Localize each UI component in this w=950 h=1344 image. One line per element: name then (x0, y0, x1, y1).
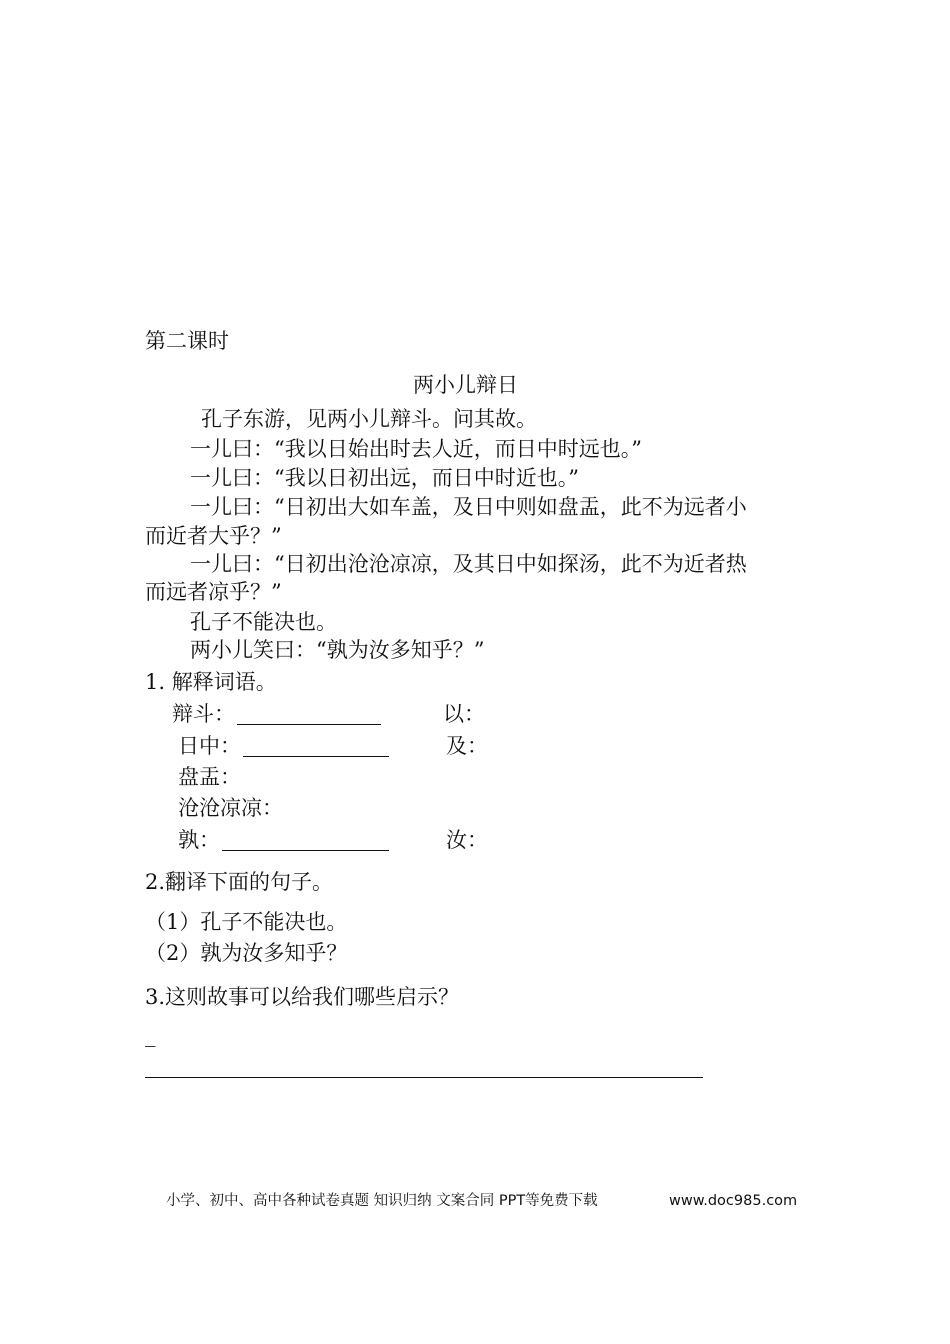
passage-line: 一儿曰：“我以日始出时去人近，而日中时远也。” (190, 437, 642, 461)
footer-url[interactable]: www.doc985.com (669, 1193, 798, 1209)
question-2-item: （2）孰为汝多知乎？ (145, 941, 348, 965)
term-biandou (172, 704, 381, 725)
answer-blank[interactable] (222, 830, 389, 851)
answer-line[interactable] (145, 1077, 703, 1078)
passage-line: 而近者大乎？” (145, 524, 282, 548)
term-rizhong (178, 736, 389, 757)
question-1-title: 1. 解释词语。 (145, 670, 277, 694)
footer-text: 小学、初中、高中各种试卷真题 知识归纳 文案合同 PPT等免费下载 (166, 1193, 598, 1209)
passage-line: 孔子东游，见两小儿辩斗。问其故。 (201, 407, 537, 431)
lesson-label: 第二课时 (145, 329, 229, 353)
term-ru: 汝： (446, 828, 488, 852)
answer-blank[interactable] (237, 704, 381, 725)
term-label: 辩斗： (172, 702, 235, 726)
term-label: 日中： (178, 734, 241, 758)
passage-line: 一儿曰：“我以日初出远，而日中时近也。” (190, 466, 579, 490)
term-shu (178, 830, 389, 851)
passage-title: 两小儿辩日 (413, 373, 518, 397)
passage-line: 一儿曰：“日初出大如车盖，及日中则如盘盂，此不为远者小 (190, 495, 747, 519)
question-3-title: 3.这则故事可以给我们哪些启示？ (145, 985, 460, 1009)
passage-line: 孔子不能决也。 (190, 610, 337, 634)
passage-line: 一儿曰：“日初出沧沧凉凉，及其日中如探汤，此不为近者热 (190, 552, 747, 576)
passage-line: 而远者凉乎？” (145, 580, 282, 604)
term-panyu: 盘盂： (178, 765, 241, 789)
answer-blank[interactable] (243, 736, 389, 757)
term-label: 孰： (178, 828, 220, 852)
passage-line: 两小儿笑曰：“孰为汝多知乎？” (190, 638, 485, 662)
question-2-title: 2.翻译下面的句子。 (145, 870, 334, 894)
question-2-item: （1）孔子不能决也。 (145, 910, 348, 934)
term-cangcang: 沧沧凉凉： (178, 796, 283, 820)
term-yi: 以： (443, 702, 485, 726)
term-ji: 及： (446, 734, 488, 758)
answer-dash: _ (145, 1023, 156, 1047)
